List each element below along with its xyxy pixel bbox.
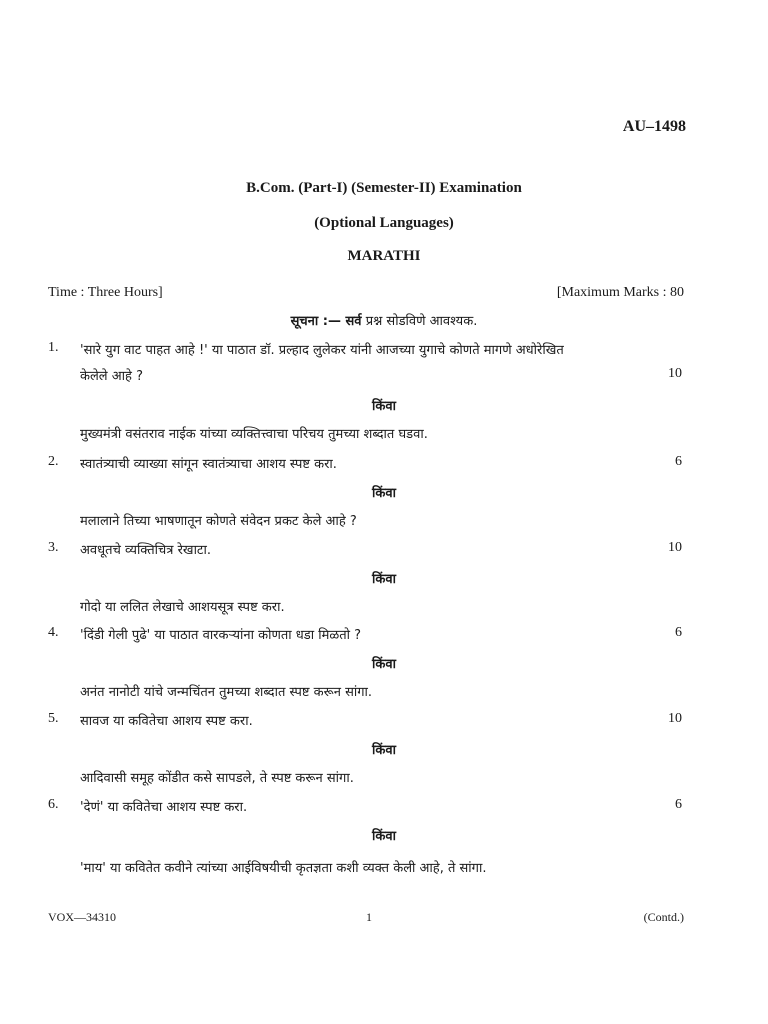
alternative-question: अनंत नानोटी यांचे जन्मचिंतन तुमच्या शब्दात स्पष्ट करून सांगा. [80,685,373,700]
time-allowed: Time : Three Hours] [48,285,163,300]
question-marks: 6 [675,454,682,469]
alternative-question: आदिवासी समूह कोंडीत कसे सापडले, ते स्पष्ट करून सांगा. [80,771,354,786]
paper-code: AU–1498 [622,118,686,135]
question-marks: 10 [668,366,682,381]
instructions-text: प्रश्न सोडविणे आवश्यक. [365,314,478,329]
question-text: सावज या कवितेचा आशय स्पष्ट करा. [80,714,253,729]
question-number: 5. [48,711,59,726]
or-separator: किंवा [372,572,396,587]
question-marks: 6 [675,797,682,812]
or-separator: किंवा [372,657,396,672]
question-number: 1. [48,340,59,355]
or-separator: किंवा [372,399,396,414]
subject-title: MARATHI [347,248,421,264]
question-text: स्वातंत्र्याची व्याख्या सांगून स्वातंत्र्याचा आशय स्पष्ट करा. [80,457,337,472]
question-text: अवधूतचे व्यक्तिचित्र रेखाटा. [80,543,211,558]
continued-label: (Contd.) [643,910,684,924]
or-separator: किंवा [372,486,396,501]
maximum-marks: [Maximum Marks : 80 [556,285,684,300]
question-marks: 10 [668,540,682,555]
question-text: 'दिंडी गेली पुढे' या पाठात वारकऱ्यांना कोणता धडा मिळतो ? [80,628,362,643]
question-number: 3. [48,540,59,555]
alternative-question: मलालाने तिच्या भाषणातून कोणते संवेदन प्रकट केले आहे ? [80,514,357,529]
or-separator: किंवा [372,829,396,844]
page-number: 1 [366,910,372,924]
question-text-continued: केलेले आहे ? [80,369,143,384]
question-marks: 10 [668,711,682,726]
question-text: 'सारे युग वाट पाहत आहे !' या पाठात डॉ. प्रल्हाद लुलेकर यांनी आजच्या युगाचे कोणते मागणे अधोरेखित [80,343,564,358]
instructions-label: सूचना :— सर्व [290,314,362,329]
alternative-question: मुख्यमंत्री वसंतराव नाईक यांच्या व्यक्तित्त्वाचा परिचय तुमच्या शब्दात घडवा. [80,427,428,442]
question-number: 2. [48,454,59,469]
question-marks: 6 [675,625,682,640]
question-text: 'देणं' या कवितेचा आशय स्पष्ट करा. [80,800,248,815]
exam-title: B.Com. (Part-I) (Semester-II) Examination [246,180,522,196]
alternative-question: 'माय' या कवितेत कवीने त्यांच्या आईविषयीची कृतज्ञता कशी व्यक्त केली आहे, ते सांगा. [80,861,487,876]
question-number: 4. [48,625,59,640]
exam-subtitle: (Optional Languages) [314,215,454,231]
instructions [0,311,768,329]
question-number: 6. [48,797,59,812]
alternative-question: गोदो या ललित लेखाचे आशयसूत्र स्पष्ट करा. [80,600,285,615]
or-separator: किंवा [372,743,396,758]
footer-code: VOX—34310 [48,910,116,924]
